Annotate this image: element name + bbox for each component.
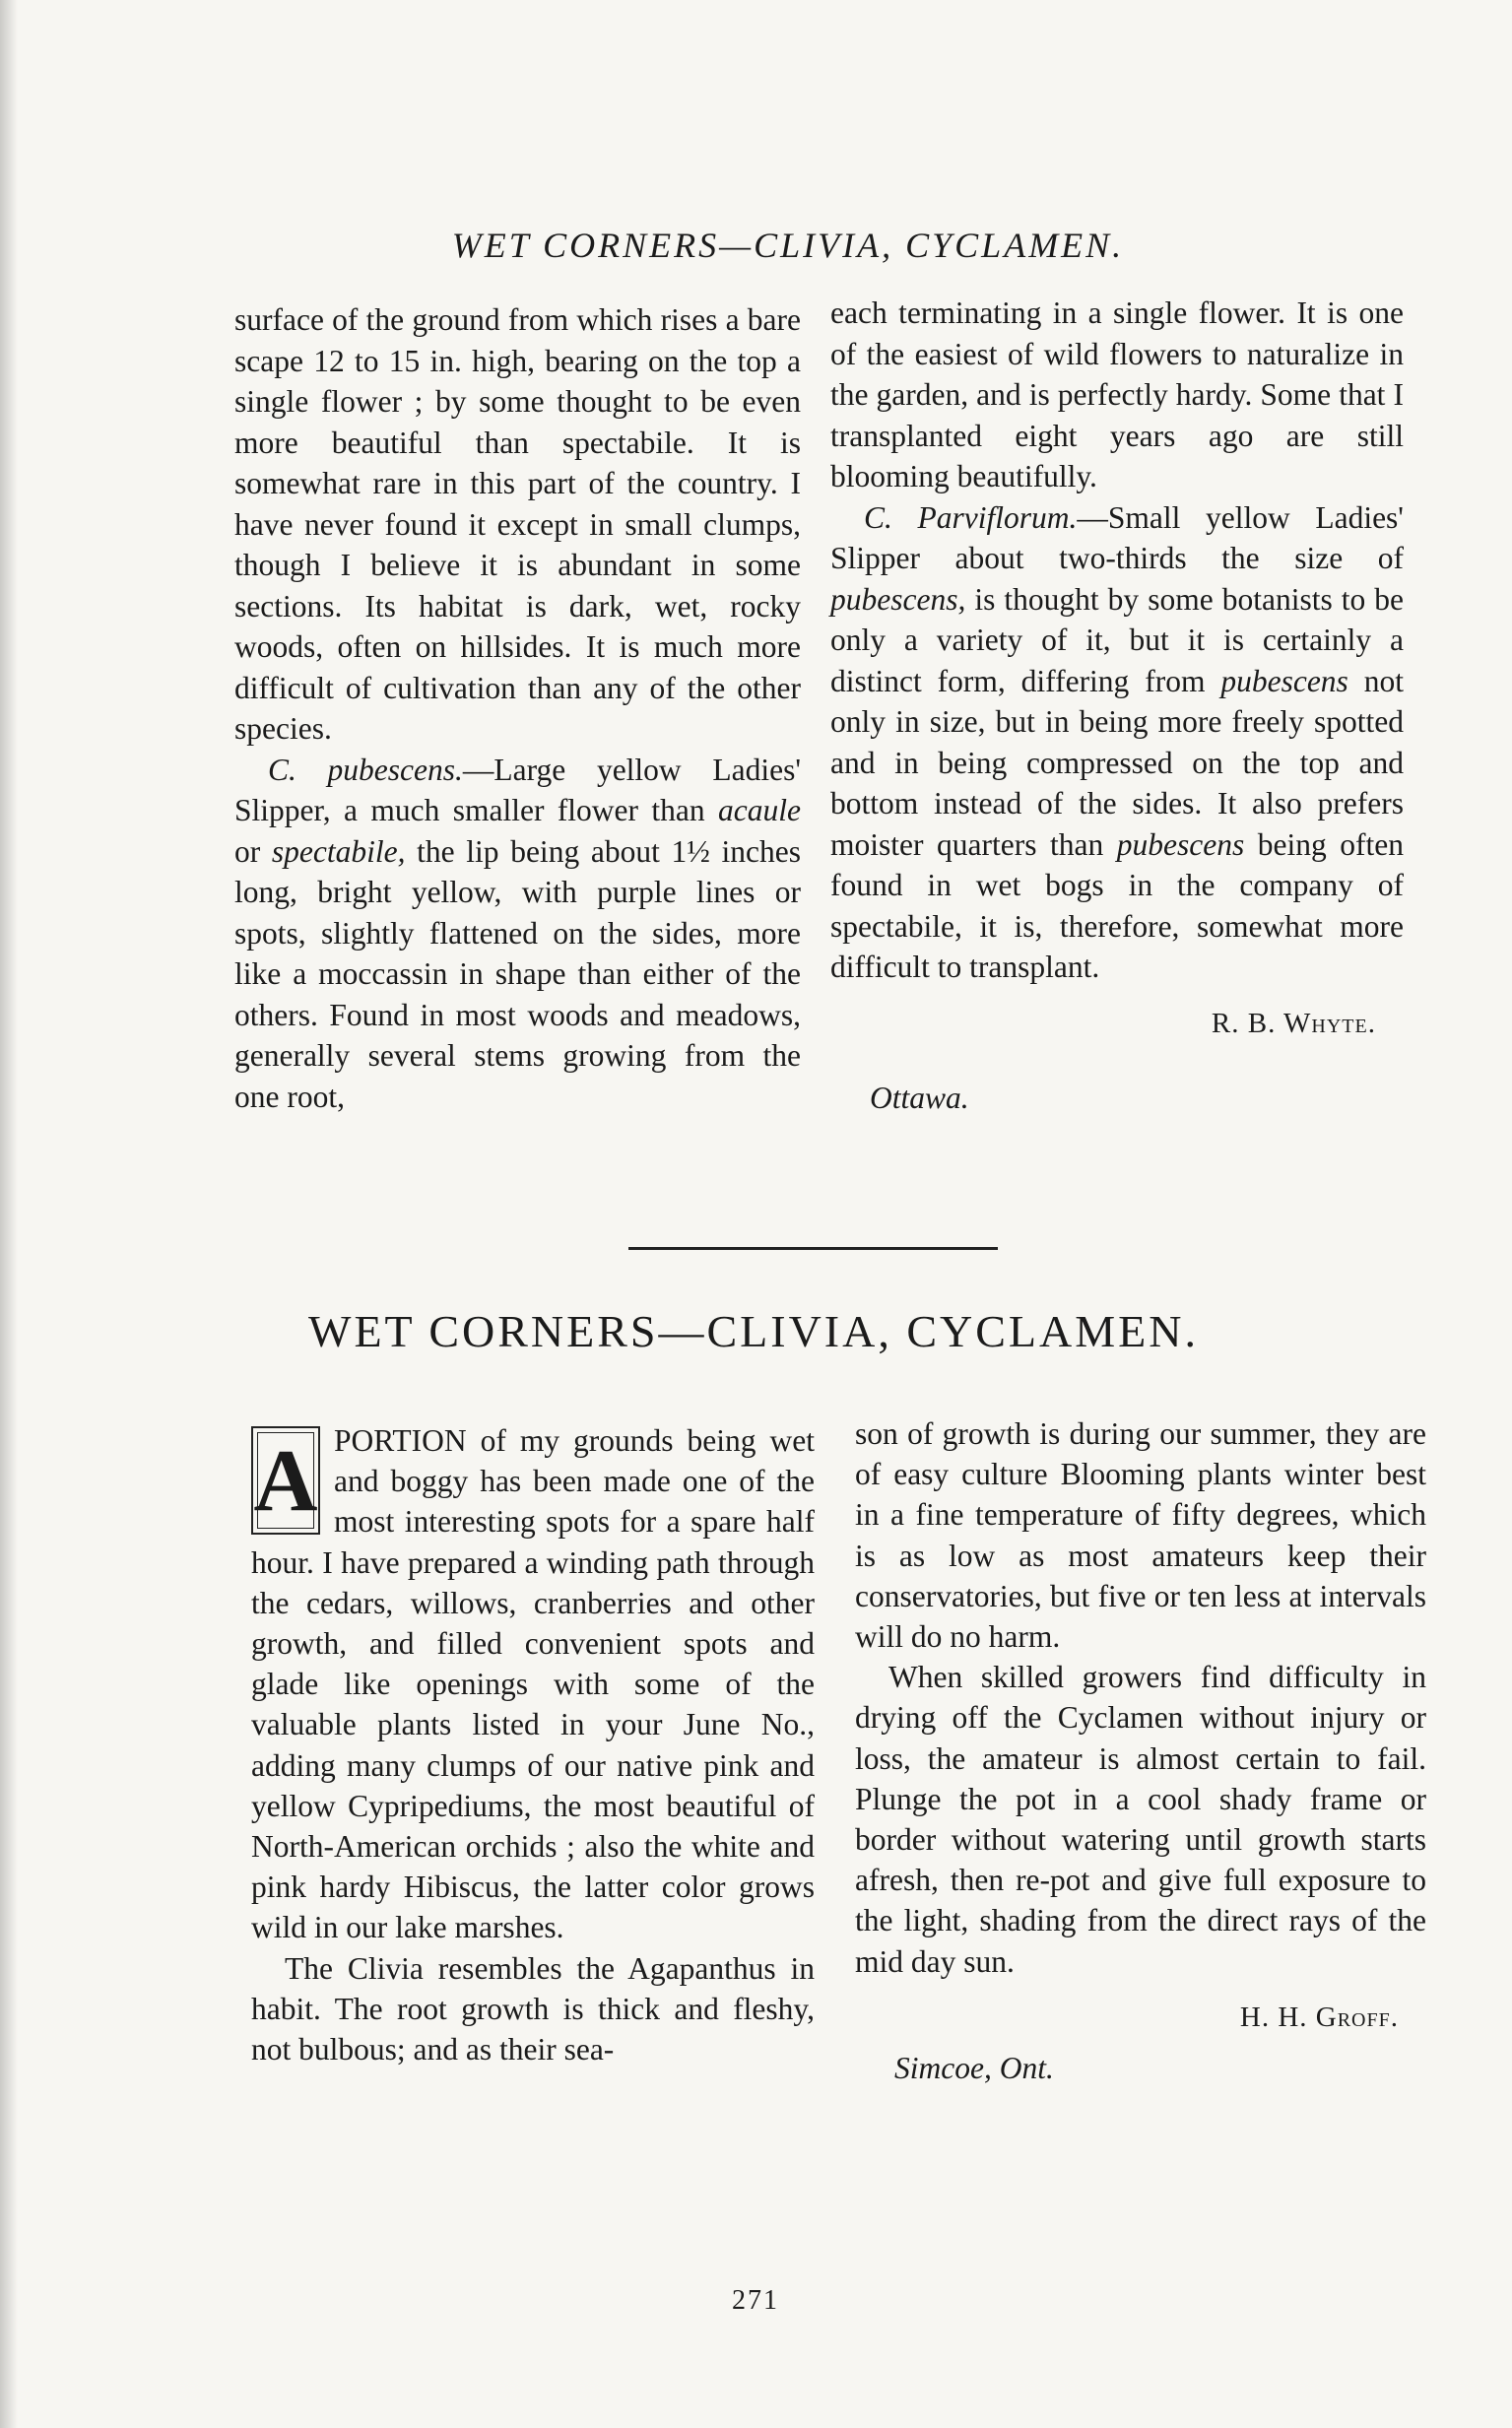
paragraph: When skilled growers find difficulty in drying off the Cyclamen without injury or loss, the amateur is almost certain to fail. Plunge the pot in a cool shady frame or border without watering until growth starts afresh, then re-pot and give full exposure to the light, shading from the direct rays of the mid day sun. [855,1660,1426,1979]
page-edge-shadow [0,0,18,2428]
author-place: Simcoe, Ont. [894,2051,1054,2086]
paragraph: The Clivia resembles the Agapanthus in habit. The root growth is thick and fleshy, not bulbous; and as their sea- [251,1950,815,2067]
drop-cap: A [251,1426,320,1535]
paragraph: son of growth is during our summer, they are of easy culture Blooming plants winter best in a fine temperature of fifty degrees, which is as low as most amateurs keep their conservatories, but five or ten less at intervals will do no harm. [855,1416,1426,1655]
prev-article-column-left [234,299,801,1117]
author-place: Ottawa. [870,1081,969,1115]
page-number: 271 [732,2285,779,2316]
author-signature: R. B. Whyte. [1211,1007,1376,1039]
paragraph: each terminating in a single flower. It is one of the easiest of wild flowers to naturalize in the garden, and is perfectly hardy. Some that I transplanted eight years ago are still blooming beautifully. [830,295,1404,493]
running-head: WET CORNERS—CLIVIA, CYCLAMEN. [451,226,1125,265]
paragraph: C. pubescens.—Large yellow Ladies' Slipper, a much smaller flower than acaule or spectabile, the lip being about 1½ inches long, bright yellow, with purple lines or spots, slightly flattened on the sides, more like a moccassin in shape than either of the others. Found in most woods and meadows, generally several stems growing from the one root, [234,752,801,1114]
paragraph: C. Parviflorum.—Small yellow Ladies' Slipper about two-thirds the size of pubescens, is thought by some botanists to be only a variety of it, but it is certainly a distinct form, differing from pubescens not only in size, but in being more freely spotted and in being compressed on the top and bottom instead of the sides. It also prefers moister quarters than pubescens being often found in wet bogs in the company of spectabile, it is, therefore, somewhat more difficult to transplant. [830,499,1404,984]
paragraph: surface of the ground from which rises a bare scape 12 to 15 in. high, bearing on the top a single flower ; by some thought to be even more beautiful than spectabile. It is somewhat rare in this part of the country. I have never found it except in small clumps, though I believe it is abundant in some sections. Its habitat is dark, wet, rocky woods, often on hillsides. It is much more difficult of cultivation than any of the other species. [234,302,801,746]
article-column-right [855,1413,1426,2088]
species-name: C. Parviflorum. [864,499,1078,535]
article-column-left [251,1420,815,2069]
paragraph: A PORTION of my grounds being wet and boggy has been made one of the most interesting spots for a spare half hour. I have prepared a winding path through the cedars, willows, cranberries and other growth, and filled convenient spots and glade like openings with some of the valuable plants listed in your June No., adding many clumps of our native pink and yellow Cypripediums, the most beautiful of North-American orchids ; also the white and pink hardy Hibiscus, the latter color grows wild in our lake marshes. [251,1423,815,1945]
article-title: WET CORNERS—CLIVIA, CYCLAMEN. [308,1306,1199,1356]
species-name: C. pubescens. [268,752,463,787]
author-signature: H. H. Groff. [1239,2001,1399,2033]
section-divider [628,1247,998,1250]
prev-article-column-right [830,293,1404,1119]
